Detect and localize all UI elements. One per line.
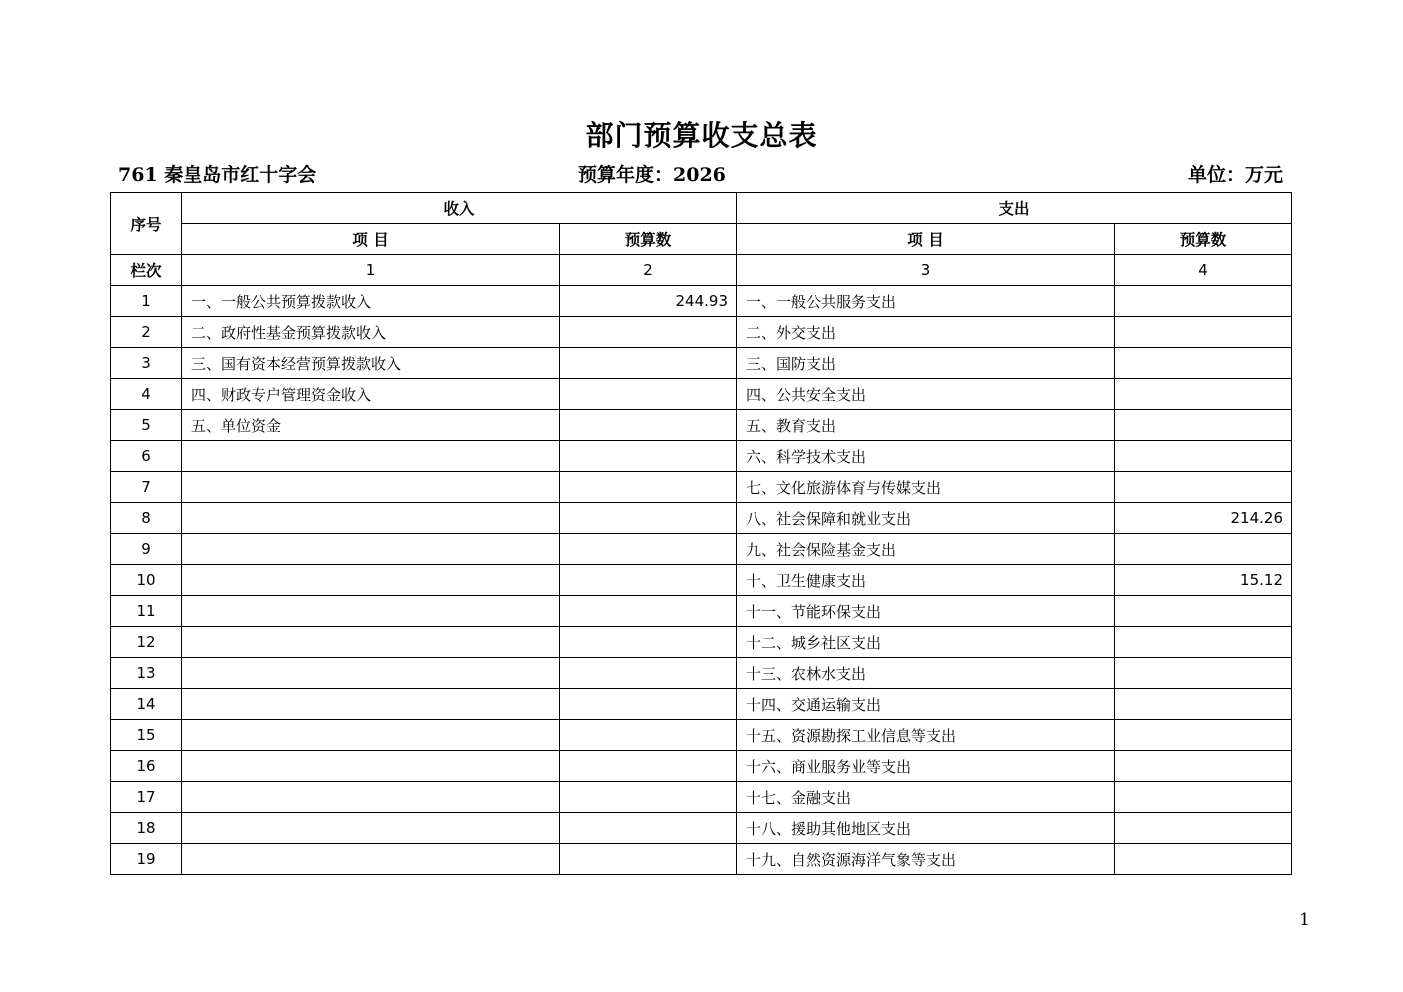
table-row (111, 503, 1292, 534)
page-title: 部门预算收支总表 (585, 119, 818, 152)
row-seq: 12 (111, 627, 182, 658)
expense-item: 六、科学技术支出 (737, 441, 1115, 472)
income-item-header: 项 目 (182, 224, 560, 255)
income-amount-header: 预算数 (560, 224, 737, 255)
income-amount (560, 534, 737, 565)
expense-item: 四、公共安全支出 (737, 379, 1115, 410)
table-row (111, 782, 1292, 813)
income-amount (560, 689, 737, 720)
income-amount (560, 472, 737, 503)
row-seq: 3 (111, 348, 182, 379)
expense-item: 十四、交通运输支出 (737, 689, 1115, 720)
income-item (182, 472, 560, 503)
header-row-1 (111, 193, 1292, 224)
expense-header: 支出 (737, 193, 1292, 224)
income-amount (560, 813, 737, 844)
income-item (182, 596, 560, 627)
expense-item: 九、社会保险基金支出 (737, 534, 1115, 565)
table-row (111, 720, 1292, 751)
expense-item: 七、文化旅游体育与传媒支出 (737, 472, 1115, 503)
table-row (111, 751, 1292, 782)
expense-item: 十九、自然资源海洋气象等支出 (737, 844, 1115, 875)
income-item: 三、国有资本经营预算拨款收入 (182, 348, 560, 379)
table-row (111, 410, 1292, 441)
row-seq: 19 (111, 844, 182, 875)
income-amount (560, 503, 737, 534)
income-item: 四、财政专户管理资金收入 (182, 379, 560, 410)
expense-amount: 15.12 (1115, 565, 1292, 596)
row-seq: 13 (111, 658, 182, 689)
expense-amount (1115, 534, 1292, 565)
table-row (111, 317, 1292, 348)
expense-item: 十八、援助其他地区支出 (737, 813, 1115, 844)
income-amount (560, 627, 737, 658)
table-row (111, 379, 1292, 410)
table-row (111, 658, 1292, 689)
budget-table (110, 192, 1292, 875)
income-amount (560, 410, 737, 441)
income-item (182, 751, 560, 782)
table-row (111, 689, 1292, 720)
expense-amount (1115, 720, 1292, 751)
row-seq: 9 (111, 534, 182, 565)
expense-amount (1115, 472, 1292, 503)
income-amount (560, 596, 737, 627)
expense-amount (1115, 348, 1292, 379)
column-number-2: 2 (560, 255, 737, 286)
column-number-4: 4 (1115, 255, 1292, 286)
income-amount (560, 782, 737, 813)
expense-amount (1115, 441, 1292, 472)
income-item (182, 813, 560, 844)
row-seq: 16 (111, 751, 182, 782)
expense-amount (1115, 844, 1292, 875)
column-number-1: 1 (182, 255, 560, 286)
income-item (182, 565, 560, 596)
income-item (182, 689, 560, 720)
expense-item: 十七、金融支出 (737, 782, 1115, 813)
expense-amount (1115, 410, 1292, 441)
income-amount (560, 720, 737, 751)
row-seq: 8 (111, 503, 182, 534)
organization-name: 761 秦皇岛市红十字会 (118, 164, 317, 186)
budget-year: 预算年度：2026 (578, 164, 726, 186)
income-item: 五、单位资金 (182, 410, 560, 441)
row-seq: 7 (111, 472, 182, 503)
row-seq: 11 (111, 596, 182, 627)
table-row (111, 472, 1292, 503)
income-amount (560, 751, 737, 782)
table-row (111, 348, 1292, 379)
row-seq: 10 (111, 565, 182, 596)
row-seq: 5 (111, 410, 182, 441)
table-row (111, 565, 1292, 596)
row-seq: 18 (111, 813, 182, 844)
row-seq: 17 (111, 782, 182, 813)
column-number-row (111, 255, 1292, 286)
expense-item: 十一、节能环保支出 (737, 596, 1115, 627)
expense-amount (1115, 751, 1292, 782)
income-item (182, 441, 560, 472)
expense-item: 十五、资源勘探工业信息等支出 (737, 720, 1115, 751)
expense-amount (1115, 627, 1292, 658)
expense-item: 三、国防支出 (737, 348, 1115, 379)
row-seq: 14 (111, 689, 182, 720)
expense-amount (1115, 782, 1292, 813)
income-item (182, 720, 560, 751)
income-item (182, 534, 560, 565)
expense-amount (1115, 379, 1292, 410)
expense-amount (1115, 596, 1292, 627)
income-item (182, 503, 560, 534)
income-amount: 244.93 (560, 286, 737, 317)
table-row (111, 596, 1292, 627)
income-amount (560, 658, 737, 689)
income-amount (560, 317, 737, 348)
expense-item: 八、社会保障和就业支出 (737, 503, 1115, 534)
income-item (182, 844, 560, 875)
income-amount (560, 348, 737, 379)
income-item (182, 627, 560, 658)
seq-header: 序号 (111, 193, 182, 255)
expense-item: 十、卫生健康支出 (737, 565, 1115, 596)
row-seq: 1 (111, 286, 182, 317)
expense-item-header: 项 目 (737, 224, 1115, 255)
income-amount (560, 565, 737, 596)
expense-amount (1115, 658, 1292, 689)
expense-item: 十六、商业服务业等支出 (737, 751, 1115, 782)
row-seq: 6 (111, 441, 182, 472)
expense-item: 五、教育支出 (737, 410, 1115, 441)
table-row (111, 844, 1292, 875)
income-item: 二、政府性基金预算拨款收入 (182, 317, 560, 348)
expense-item: 一、一般公共服务支出 (737, 286, 1115, 317)
expense-amount-header: 预算数 (1115, 224, 1292, 255)
income-item (182, 658, 560, 689)
row-seq: 15 (111, 720, 182, 751)
table-row (111, 441, 1292, 472)
expense-item: 十二、城乡社区支出 (737, 627, 1115, 658)
income-amount (560, 844, 737, 875)
table-row (111, 286, 1292, 317)
currency-unit: 单位：万元 (1187, 164, 1283, 186)
expense-amount: 214.26 (1115, 503, 1292, 534)
column-number-3: 3 (737, 255, 1115, 286)
expense-amount (1115, 689, 1292, 720)
expense-amount (1115, 813, 1292, 844)
expense-item: 十三、农林水支出 (737, 658, 1115, 689)
income-item: 一、一般公共预算拨款收入 (182, 286, 560, 317)
income-item (182, 782, 560, 813)
expense-amount (1115, 317, 1292, 348)
table-row (111, 813, 1292, 844)
page-number: 1 (1299, 910, 1310, 930)
row-seq: 2 (111, 317, 182, 348)
income-amount (560, 379, 737, 410)
income-header: 收入 (182, 193, 737, 224)
table-row (111, 534, 1292, 565)
column-row-label: 栏次 (111, 255, 182, 286)
income-amount (560, 441, 737, 472)
table-row (111, 627, 1292, 658)
row-seq: 4 (111, 379, 182, 410)
expense-amount (1115, 286, 1292, 317)
expense-item: 二、外交支出 (737, 317, 1115, 348)
header-row-2 (111, 224, 1292, 255)
